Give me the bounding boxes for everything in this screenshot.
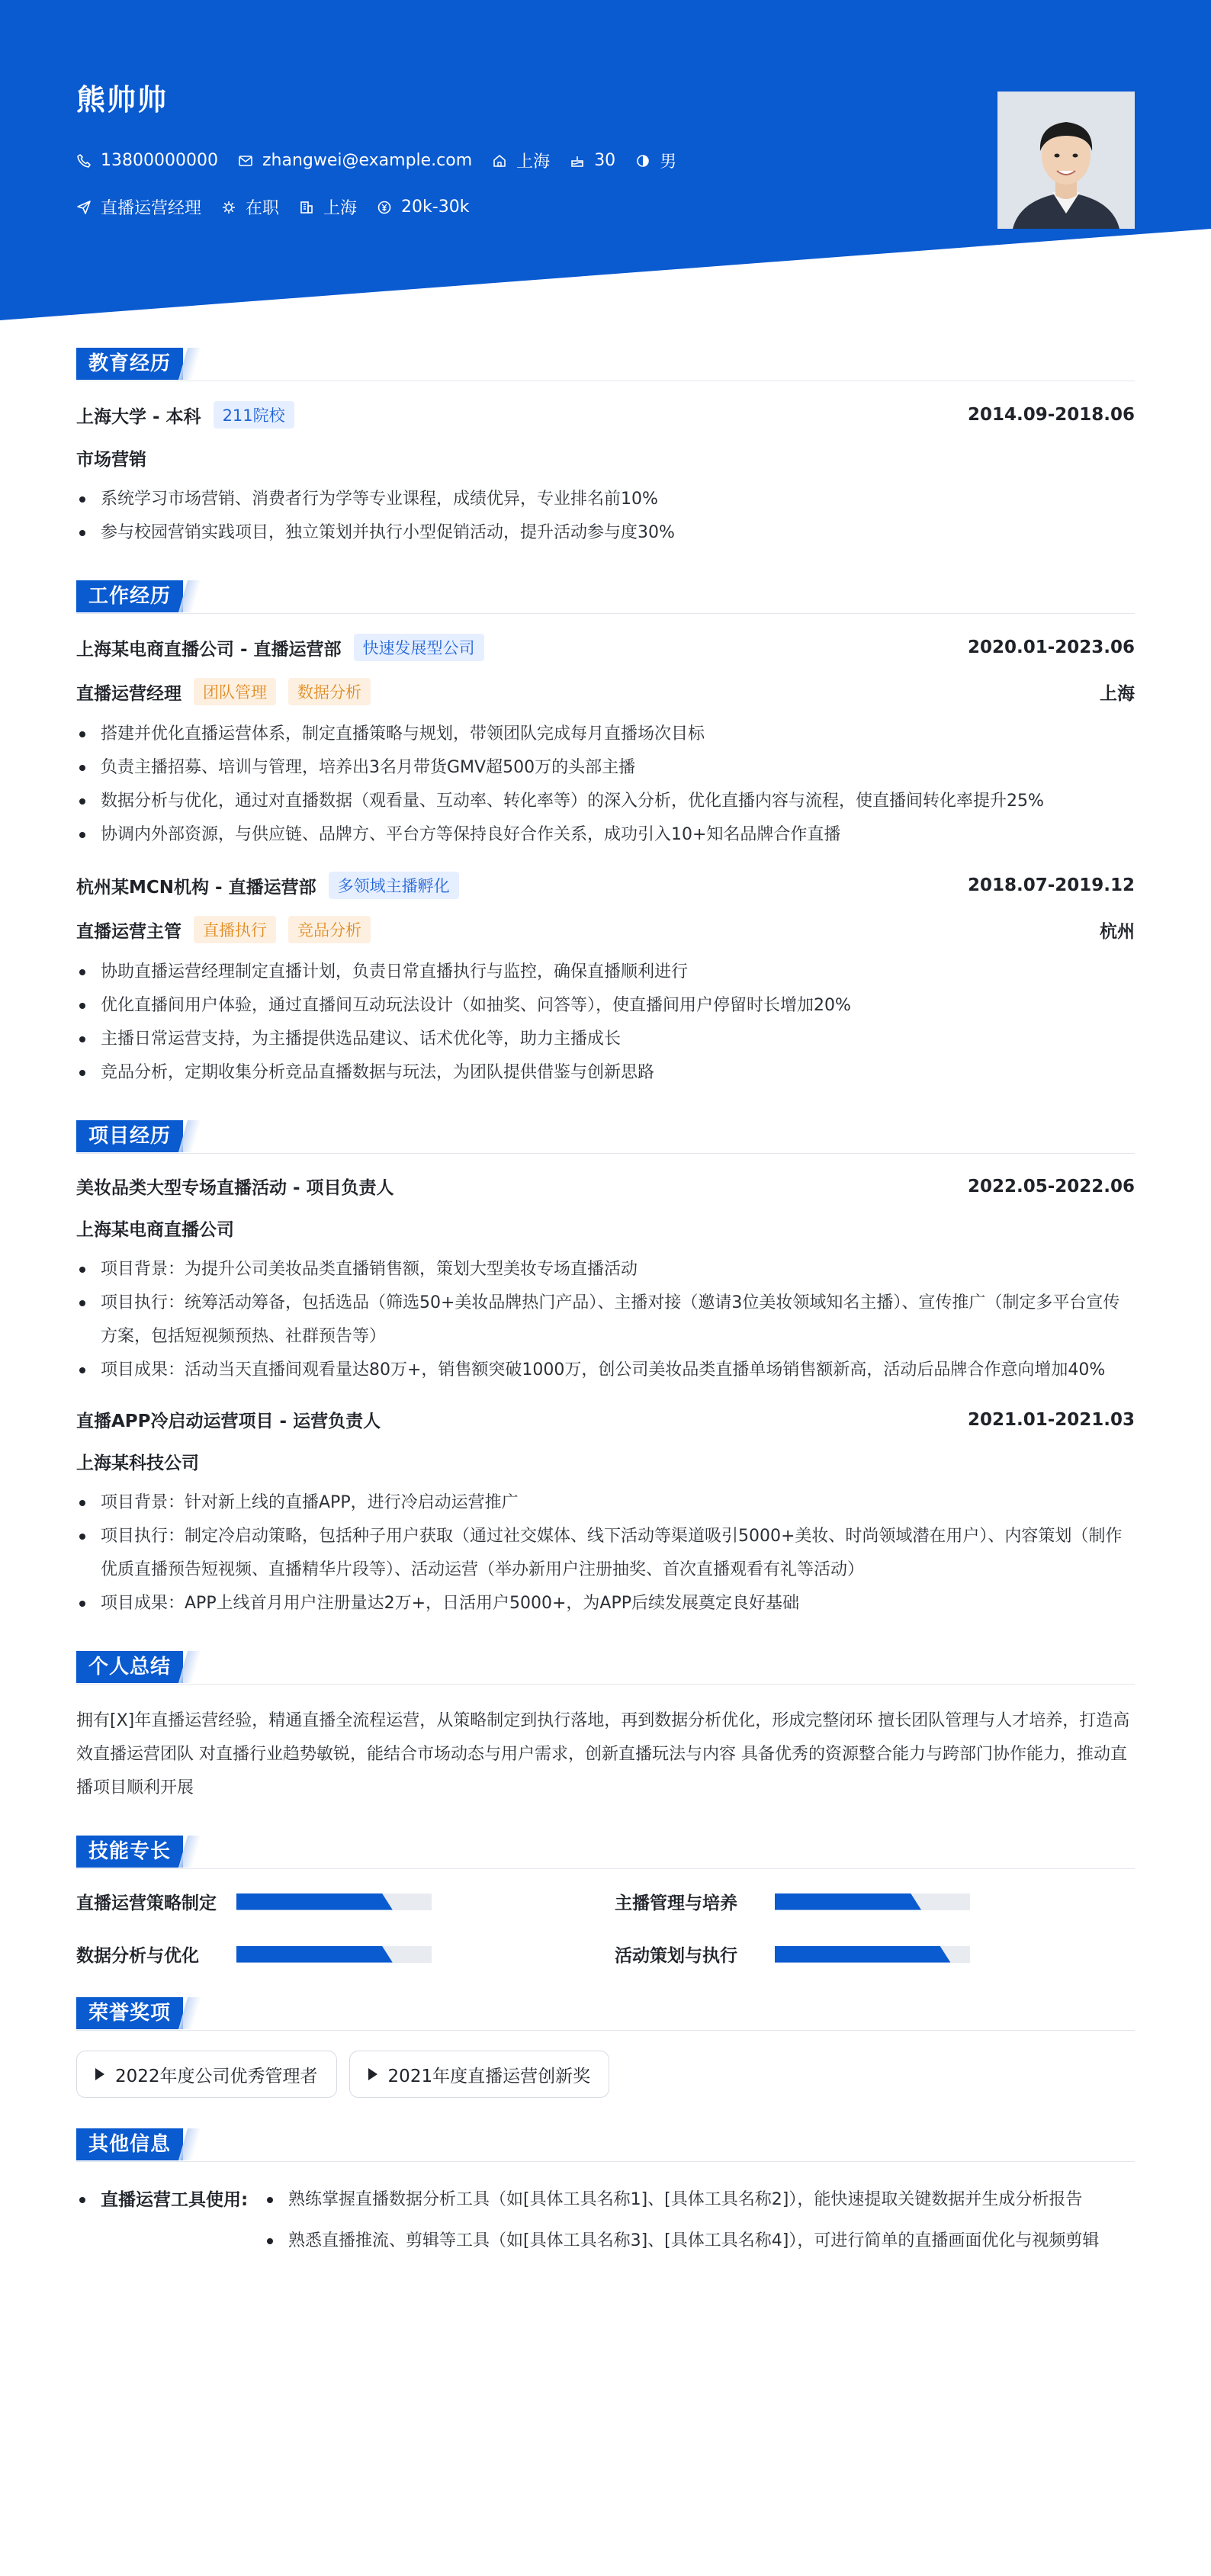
other-label: 直播运营工具使用: xyxy=(76,2182,264,2264)
phone-text[interactable]: 13800000000 xyxy=(101,151,218,170)
awards-list xyxy=(76,2051,1135,2098)
skill-bar xyxy=(775,1946,970,1963)
skill-name: 直播运营策略制定 xyxy=(76,1893,217,1913)
phone-icon xyxy=(76,153,92,169)
section-header xyxy=(76,1832,1135,1869)
gender-text: 男 xyxy=(660,153,677,172)
section-title: 荣誉奖项 xyxy=(76,1997,183,2029)
skill-name: 活动策划与执行 xyxy=(615,1946,737,1966)
major: 市场营销 xyxy=(76,450,146,470)
section-title: 项目经历 xyxy=(76,1120,183,1152)
building-icon xyxy=(299,200,314,215)
skill-tag: 直播执行 xyxy=(194,916,276,943)
list-item: 协调内外部资源，与供应链、品牌方、平台方等保持良好合作关系，成功引入10+知名品牌合作直播 xyxy=(76,818,1135,852)
skill-item xyxy=(615,1889,1135,1914)
skill-item xyxy=(615,1942,1135,1967)
education-bullets xyxy=(76,483,1135,550)
play-icon xyxy=(368,2068,377,2080)
work-date: 2020.01-2023.06 xyxy=(967,638,1135,657)
school-tag: 211院校 xyxy=(214,401,294,429)
location-info xyxy=(492,149,550,172)
company-tag: 快速发展型公司 xyxy=(354,634,484,661)
list-item: 搭建并优化直播运营体系，制定直播策略与规划，带领团队完成每月直播场次目标 xyxy=(76,718,1135,751)
skill-bar xyxy=(775,1893,970,1910)
section-title: 技能专长 xyxy=(76,1836,183,1868)
skill-tag: 数据分析 xyxy=(288,678,371,705)
contact-row xyxy=(76,149,1135,172)
target-job-text: 直播运营经理 xyxy=(101,199,202,218)
other-info-row xyxy=(76,2182,1135,2264)
section-header xyxy=(76,1648,1135,1685)
award-label: 2021年度直播运营创新奖 xyxy=(387,2066,591,2086)
list-item: 项目背景：针对新上线的直播APP，进行冷启动运营推广 xyxy=(76,1486,1135,1520)
company-name: 上海某电商直播公司 - 直播运营部 xyxy=(76,639,342,660)
salary-text: 20k-30k xyxy=(401,198,470,217)
job-role: 直播运营经理 xyxy=(76,683,181,704)
age-text: 30 xyxy=(594,151,616,170)
skill-bar-fill xyxy=(236,1893,393,1910)
work-city: 杭州 xyxy=(1100,921,1135,942)
candidate-name: 熊帅帅 xyxy=(76,83,169,117)
project-entry xyxy=(76,1174,1135,1387)
work-bullets xyxy=(76,956,1135,1090)
summary-section xyxy=(76,1648,1135,1805)
other-section xyxy=(76,2125,1135,2264)
list-item: 主播日常运营支持，为主播提供选品建议、话术优化等，助力主播成长 xyxy=(76,1023,1135,1056)
education-entry xyxy=(76,401,1135,550)
money-icon xyxy=(377,200,392,215)
gender-icon xyxy=(635,153,650,169)
email-info xyxy=(238,151,472,170)
cake-icon xyxy=(570,153,585,169)
award-chip xyxy=(349,2051,610,2098)
skill-name: 主播管理与培养 xyxy=(615,1893,737,1913)
skill-bar-fill xyxy=(775,1893,921,1910)
work-section xyxy=(76,577,1135,1090)
list-item: 优化直播间用户体验，通过直播间互动玩法设计（如抽奖、问答等），使直播间用户停留时长增加20% xyxy=(76,989,1135,1023)
work-bullets xyxy=(76,718,1135,852)
project-date: 2022.05-2022.06 xyxy=(967,1176,1135,1196)
skill-bar xyxy=(236,1946,432,1963)
resume-header xyxy=(76,76,1135,259)
job-role: 直播运营主管 xyxy=(76,921,181,942)
target-job-info xyxy=(76,195,201,219)
work-city: 上海 xyxy=(1100,683,1135,704)
company-tag: 多领域主播孵化 xyxy=(329,872,459,899)
award-chip xyxy=(76,2051,337,2098)
section-header xyxy=(76,577,1135,614)
status-text: 在职 xyxy=(246,199,280,218)
section-title: 教育经历 xyxy=(76,348,183,380)
mail-icon xyxy=(238,153,253,169)
list-item: 系统学习市场营销、消费者行为学等专业课程，成绩优异，专业排名前10% xyxy=(76,483,1135,516)
section-title: 工作经历 xyxy=(76,580,183,612)
project-name: 美妆品类大型专场直播活动 - 项目负责人 xyxy=(76,1178,394,1198)
status-info xyxy=(221,195,279,219)
list-item: 竞品分析，定期收集分析竞品直播数据与玩法，为团队提供借鉴与创新思路 xyxy=(76,1056,1135,1090)
list-item: 项目背景：为提升公司美妆品类直播销售额，策划大型美妆专场直播活动 xyxy=(76,1253,1135,1286)
email-text[interactable]: zhangwei@example.com xyxy=(262,151,473,170)
list-item: 项目执行：制定冷启动策略，包括种子用户获取（通过社交媒体、线下活动等渠道吸引5000+美妆、时尚领域潜在用户）、内容策划（制作优质直播预告短视频、直播精华片段等）、活动运营（举办新用户注册抽奖、首次直播观看有礼等活动） xyxy=(76,1520,1135,1587)
home-icon xyxy=(492,153,507,169)
list-item: 数据分析与优化，通过对直播数据（观看量、互动率、转化率等）的深入分析，优化直播内容与流程，使直播间转化率提升25% xyxy=(76,785,1135,818)
skill-bar-fill xyxy=(236,1946,393,1963)
section-title: 个人总结 xyxy=(76,1651,183,1683)
awards-section xyxy=(76,1994,1135,2098)
skill-bar-fill xyxy=(775,1946,950,1963)
section-header xyxy=(76,1117,1135,1154)
list-item: 协助直播运营经理制定直播计划，负责日常直播执行与监控，确保直播顺利进行 xyxy=(76,956,1135,989)
school-name: 上海大学 - 本科 xyxy=(76,406,201,427)
section-header xyxy=(76,1994,1135,2031)
skill-bar xyxy=(236,1893,432,1910)
work-entry xyxy=(76,634,1135,852)
skill-tag: 团队管理 xyxy=(194,678,276,705)
avatar xyxy=(997,92,1135,229)
list-item: 熟练掌握直播数据分析工具（如[具体工具名称1]、[具体工具名称2]），能快速提取关键数据并生成分析报告 xyxy=(264,2182,1135,2218)
project-section xyxy=(76,1117,1135,1620)
phone-info xyxy=(76,151,218,170)
summary-text: 拥有[X]年直播运营经验，精通直播全流程运营，从策略制定到执行落地，再到数据分析优化，形成完整闭环 擅长团队管理与人才培养，打造高效直播运营团队 对直播行业趋势敏锐，能结合市场动态与用户需求，创新直播玩法与内容 具备优秀的资源整合能力与跨部门协作能力，推动直播项目顺利开展 xyxy=(76,1711,1130,1797)
age-info xyxy=(570,151,615,170)
target-city-info xyxy=(299,195,357,219)
project-date: 2021.01-2021.03 xyxy=(967,1409,1135,1430)
skill-name: 数据分析与优化 xyxy=(76,1946,199,1966)
project-bullets xyxy=(76,1486,1135,1620)
list-item: 项目成果：活动当天直播间观看量达80万+，销售额突破1000万，创公司美妆品类直播单场销售额新高，活动后品牌合作意向增加40% xyxy=(76,1354,1135,1387)
status-icon xyxy=(221,200,236,215)
education-section xyxy=(76,345,1135,550)
company-name: 杭州某MCN机构 - 直播运营部 xyxy=(76,877,316,898)
project-name: 直播APP冷启动运营项目 - 运营负责人 xyxy=(76,1412,381,1431)
project-bullets xyxy=(76,1253,1135,1387)
work-entry xyxy=(76,872,1135,1090)
section-header xyxy=(76,2125,1135,2162)
skills-section xyxy=(76,1832,1135,1967)
skill-tag: 竞品分析 xyxy=(288,916,371,943)
work-date: 2018.07-2019.12 xyxy=(967,875,1135,895)
list-item: 熟悉直播推流、剪辑等工具（如[具体工具名称3]、[具体工具名称4]），可进行简单的直播画面优化与视频剪辑 xyxy=(264,2223,1135,2260)
gender-info xyxy=(635,149,676,172)
resume-body xyxy=(76,345,1135,2292)
skill-item xyxy=(76,1889,615,1914)
location-text: 上海 xyxy=(516,153,551,172)
section-header xyxy=(76,345,1135,381)
project-org: 上海某科技公司 xyxy=(76,1453,199,1473)
salary-info xyxy=(377,198,469,217)
skills-grid xyxy=(76,1889,1135,1967)
send-icon xyxy=(76,200,92,215)
award-label: 2022年度公司优秀管理者 xyxy=(115,2066,318,2086)
list-item: 项目成果：APP上线首月用户注册量达2万+，日活用户5000+，为APP后续发展奠定良好基础 xyxy=(76,1587,1135,1620)
project-org: 上海某电商直播公司 xyxy=(76,1220,234,1240)
section-title: 其他信息 xyxy=(76,2128,183,2160)
play-icon xyxy=(95,2068,104,2080)
list-item: 参与校园营销实践项目，独立策划并执行小型促销活动，提升活动参与度30% xyxy=(76,516,1135,550)
job-intent-row xyxy=(76,195,1135,219)
other-list xyxy=(264,2182,1135,2264)
project-entry xyxy=(76,1407,1135,1620)
skill-item xyxy=(76,1942,615,1967)
education-date: 2014.09-2018.06 xyxy=(967,405,1135,425)
list-item: 项目执行：统筹活动筹备，包括选品（筛选50+美妆品牌热门产品）、主播对接（邀请3位美妆领域知名主播）、宣传推广（制定多平台宣传方案，包括短视频预热、社群预告等） xyxy=(76,1286,1135,1354)
target-city-text: 上海 xyxy=(323,199,358,218)
list-item: 负责主播招募、培训与管理，培养出3名月带货GMV超500万的头部主播 xyxy=(76,751,1135,785)
